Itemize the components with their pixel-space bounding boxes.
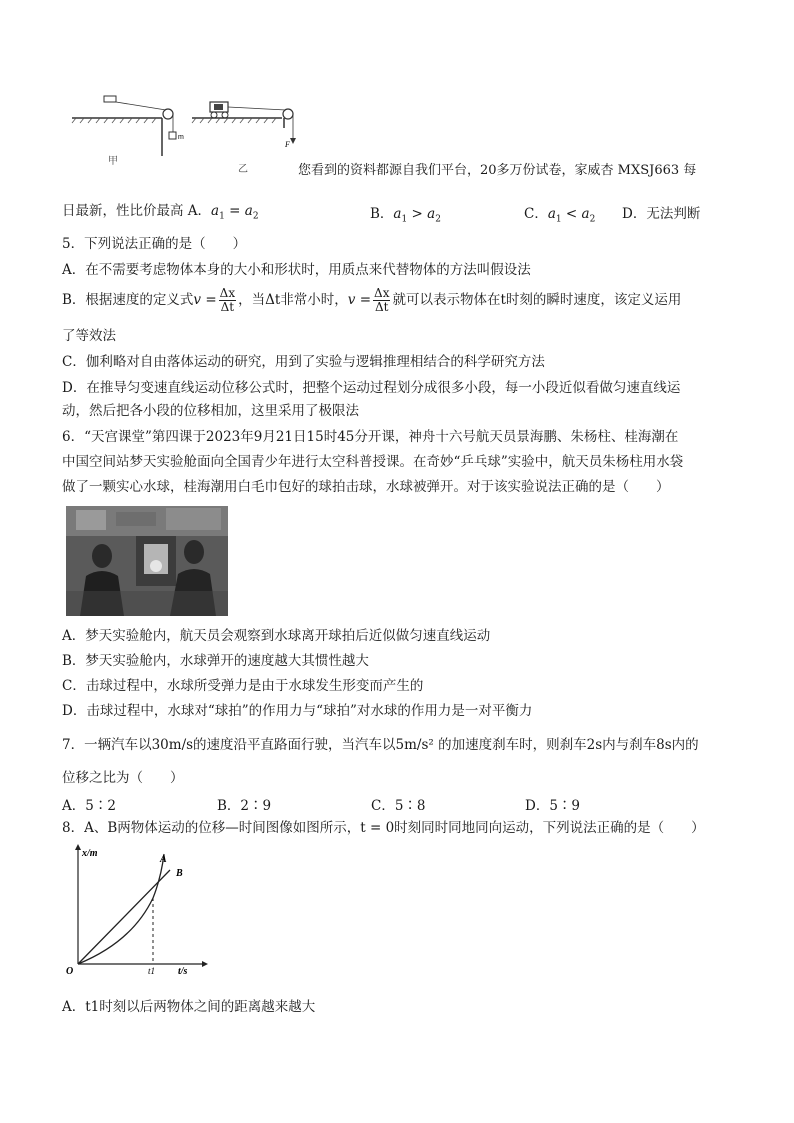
q4-option-c: C．$a_1 < a_2$ — [524, 206, 596, 225]
force-label: F — [285, 140, 290, 149]
q5-option-b: B．根据速度的定义式v = $\frac{\Delta x}{\Delta t}$ ，当Δt非常小时，v = $\frac{\Delta x}{\Delta t}$ 就可以表示物体在t时刻的瞬时速度，该定义运用 — [62, 286, 682, 314]
q6-stem-line2: 中国空间站梦天实验舱面向全国青少年进行太空科普授课。在奇妙“乒乓球”实验中，航天员朱杨柱用水袋 — [62, 454, 684, 470]
q4-option-b: B．$a_1 > a_2$ — [370, 206, 441, 225]
q7-option-c: C．5∶8 — [371, 798, 426, 814]
q5-option-c: C．伽利略对自由落体运动的研究，用到了实验与逻辑推理相结合的科学研究方法 — [62, 354, 545, 370]
x-axis-label: t/s — [178, 966, 188, 977]
line-b-label: B — [176, 868, 183, 879]
ad-line-1: 您看到的资料都源自我们平台，20多万份试卷，家威杏 MXSJ663 每 — [298, 163, 697, 178]
curve-a-label: A — [160, 854, 167, 865]
q7-stem-line1: 7．一辆汽车以30m/s的速度沿平直路面行驶，当汽车以5m/s² 的加速度刹车时，则刹车2s内与刹车8s内的 — [62, 737, 699, 753]
figure-yi — [192, 102, 296, 175]
y-axis-label: x/m — [82, 848, 98, 859]
q5-stem: 5．下列说法正确的是（ ） — [62, 236, 247, 252]
q6-option-b: B．梦天实验舱内，水球弹开的速度越大其惯性越大 — [62, 653, 369, 669]
t1-label: t1 — [148, 966, 156, 976]
q4-options-row — [62, 202, 259, 226]
q7-option-b: B．2∶9 — [217, 798, 272, 814]
mass-label: m — [178, 134, 184, 141]
q5-option-d-line2: 动，然后把各小段的位移相加，这里采用了极限法 — [62, 403, 359, 419]
figure-jia — [72, 96, 184, 167]
q8-stem: 8．A、B两物体运动的位移—时间图像如图所示，t = 0时刻同时同地同向运动，下列说法正确的是（ ） — [62, 820, 705, 836]
q4-option-d: D．无法判断 — [622, 206, 701, 222]
q6-option-a: A．梦天实验舱内，航天员会观察到水球离开球拍后近似做匀速直线运动 — [62, 628, 491, 644]
ad-line-2-prefix: 日最新，性比价最高 A． — [62, 203, 212, 219]
q7-stem-line2: 位移之比为（ ） — [62, 770, 184, 786]
q6-option-d: D．击球过程中，水球对“球拍”的作用力与“球拍”对水球的作用力是一对平衡力 — [62, 703, 533, 719]
label-jia: 甲 — [108, 156, 118, 167]
space-station-photo — [66, 506, 228, 616]
q5-option-a: A．在不需要考虑物体本身的大小和形状时，用质点来代替物体的方法叫假设法 — [62, 262, 531, 278]
q6-option-c: C．击球过程中，水球所受弹力是由于水球发生形变而产生的 — [62, 678, 424, 694]
q6-stem-line1: 6．“天宫课堂”第四课于2023年9月21日15时45分开课，神舟十六号航天员景海鹏、朱杨柱、桂海潮在 — [62, 429, 679, 445]
q8-option-a: A．t1时刻以后两物体之间的距离越来越大 — [62, 999, 316, 1015]
q4-option-a-math: $a_1 = a_2$ — [211, 203, 259, 222]
q5-option-b-cont: 了等效法 — [62, 328, 116, 344]
q5-option-d-line1: D．在推导匀变速直线运动位移公式时，把整个运动过程划分成很多小段，每一小段近似看做匀速直线运 — [62, 380, 681, 396]
pulley-figure — [62, 92, 312, 178]
line-b — [78, 870, 170, 964]
q7-option-d: D．5∶9 — [525, 798, 581, 814]
label-yi: 乙 — [238, 164, 248, 175]
origin-label: O — [66, 966, 74, 977]
curve-a — [78, 854, 164, 964]
q6-stem-line3: 做了一颗实心水球，桂海潮用白毛巾包好的球拍击球，水球被弹开。对于该实验说法正确的是（ ） — [62, 479, 670, 495]
xt-graph — [62, 842, 212, 977]
q7-option-a: A．5∶2 — [62, 798, 116, 814]
